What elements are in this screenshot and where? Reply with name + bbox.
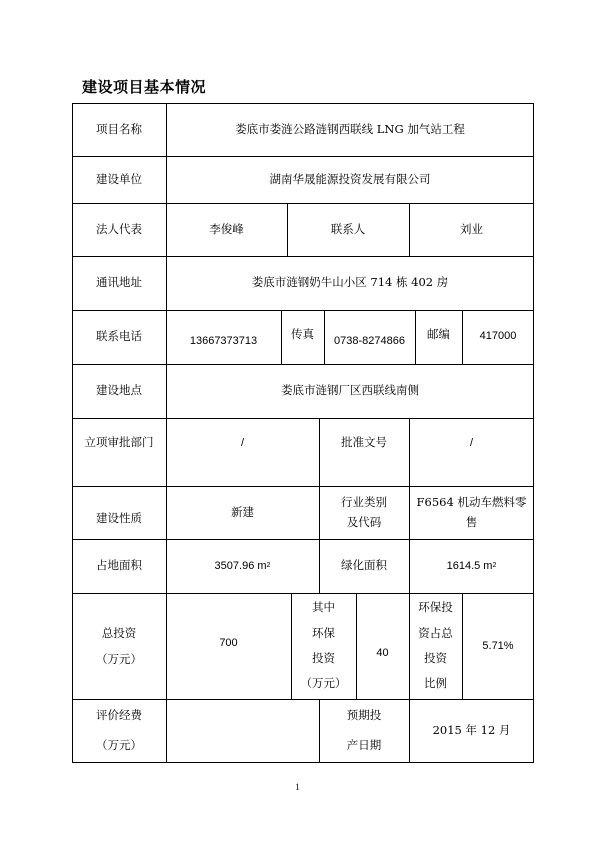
value-approval: / [240, 436, 245, 449]
page-number: 1 [295, 782, 300, 792]
value-env-ratio: 5.71% [482, 639, 514, 652]
label-env-ratio: 环保投 资占总 投资 比例 [418, 600, 453, 691]
value-phone: 13667373713 [189, 334, 258, 347]
value-nature: 新建 [231, 504, 254, 519]
label-green-area: 绿化面积 [341, 558, 387, 573]
value-location: 娄底市涟钢厂区西联线南侧 [281, 383, 419, 398]
value-unit: 湖南华晟能源投资发展有限公司 [269, 171, 431, 186]
page-title: 建设项目基本情况 [82, 78, 207, 96]
label-approval-doc: 批准文号 [341, 435, 387, 450]
value-zip: 417000 [479, 329, 517, 342]
value-approval-doc: / [469, 436, 474, 449]
label-env-investment: 其中 环保 投资 （万元） [300, 600, 347, 691]
value-industry: F6564 机动车燃料零 售 [416, 494, 527, 529]
value-fax: 0738-8274866 [334, 334, 405, 347]
label-fax: 传真 [291, 327, 314, 342]
value-legal: 李俊峰 [209, 221, 244, 236]
label-production-date: 预期投 产日期 [346, 708, 382, 752]
label-zip: 邮编 [427, 327, 450, 342]
value-project-name: 娄底市娄涟公路涟钢西联线 LNG 加气站工程 [235, 121, 465, 136]
label-unit: 建设单位 [96, 171, 142, 186]
value-fee [166, 699, 319, 763]
label-project-name: 项目名称 [96, 121, 142, 136]
label-industry: 行业类别 及代码 [341, 494, 387, 529]
value-production-date: 2015 年 12 月 [432, 723, 511, 738]
label-area: 占地面积 [96, 558, 142, 573]
label-nature: 建设性质 [96, 510, 142, 525]
label-location: 建设地点 [96, 383, 142, 398]
label-legal: 法人代表 [96, 221, 142, 236]
label-contact: 联系人 [330, 221, 366, 236]
label-phone: 联系电话 [96, 329, 142, 344]
label-approval: 立项审批部门 [84, 435, 154, 450]
value-green-area: 1614.5 m 2 [446, 559, 497, 572]
value-contact: 刘业 [460, 221, 483, 236]
value-area: 3507.96 m 2 [214, 559, 271, 572]
value-investment: 700 [219, 636, 238, 649]
label-fee: 评价经费 （万元） [96, 708, 142, 752]
label-investment: 总投资 （万元） [96, 625, 142, 666]
value-env-investment: 40 [376, 646, 389, 659]
value-address: 娄底市涟钢奶牛山小区 714 栋 402 房 [251, 275, 449, 290]
label-address: 通讯地址 [96, 275, 142, 290]
